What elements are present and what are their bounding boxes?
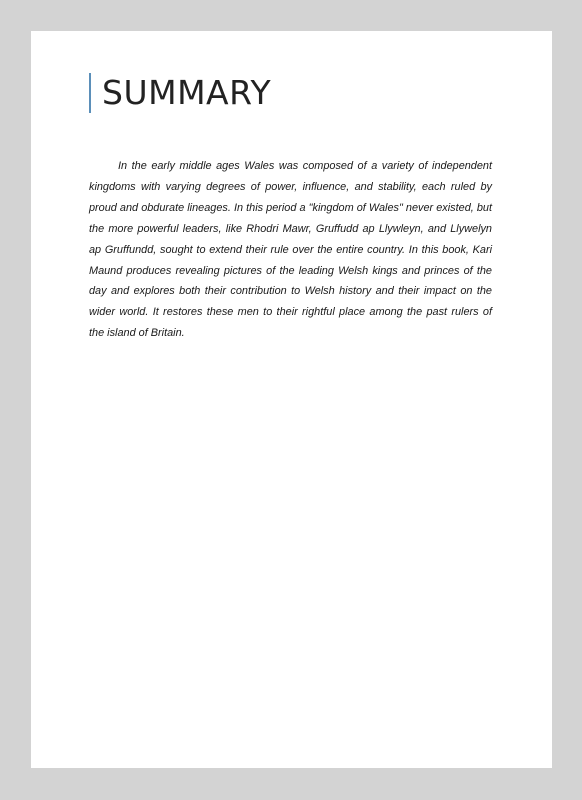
title-block	[89, 73, 271, 113]
summary-paragraph: In the early middle ages Wales was composed of a variety of independent kingdoms with varying degrees of power, influence, and stability, each ruled by proud and obdurate lineages. In this period a "kingdom of Wales" never existed, but the more powerful leaders, like Rhodri Mawr, Gruffudd ap Llywleyn, and Llywelyn ap Gruffundd, sought to extend their rule over the entire country. In this book, Kari Maund produces revealing pictures of the leading Welsh kings and princes of the day and explores both their contribution to Welsh history and their impact on the wider world. It restores these men to their rightful place among the past rulers of the island of Britain.	[89, 160, 492, 340]
page-title: SUMMARY	[102, 73, 272, 112]
title-accent-bar	[89, 73, 91, 113]
document-page	[31, 31, 552, 768]
